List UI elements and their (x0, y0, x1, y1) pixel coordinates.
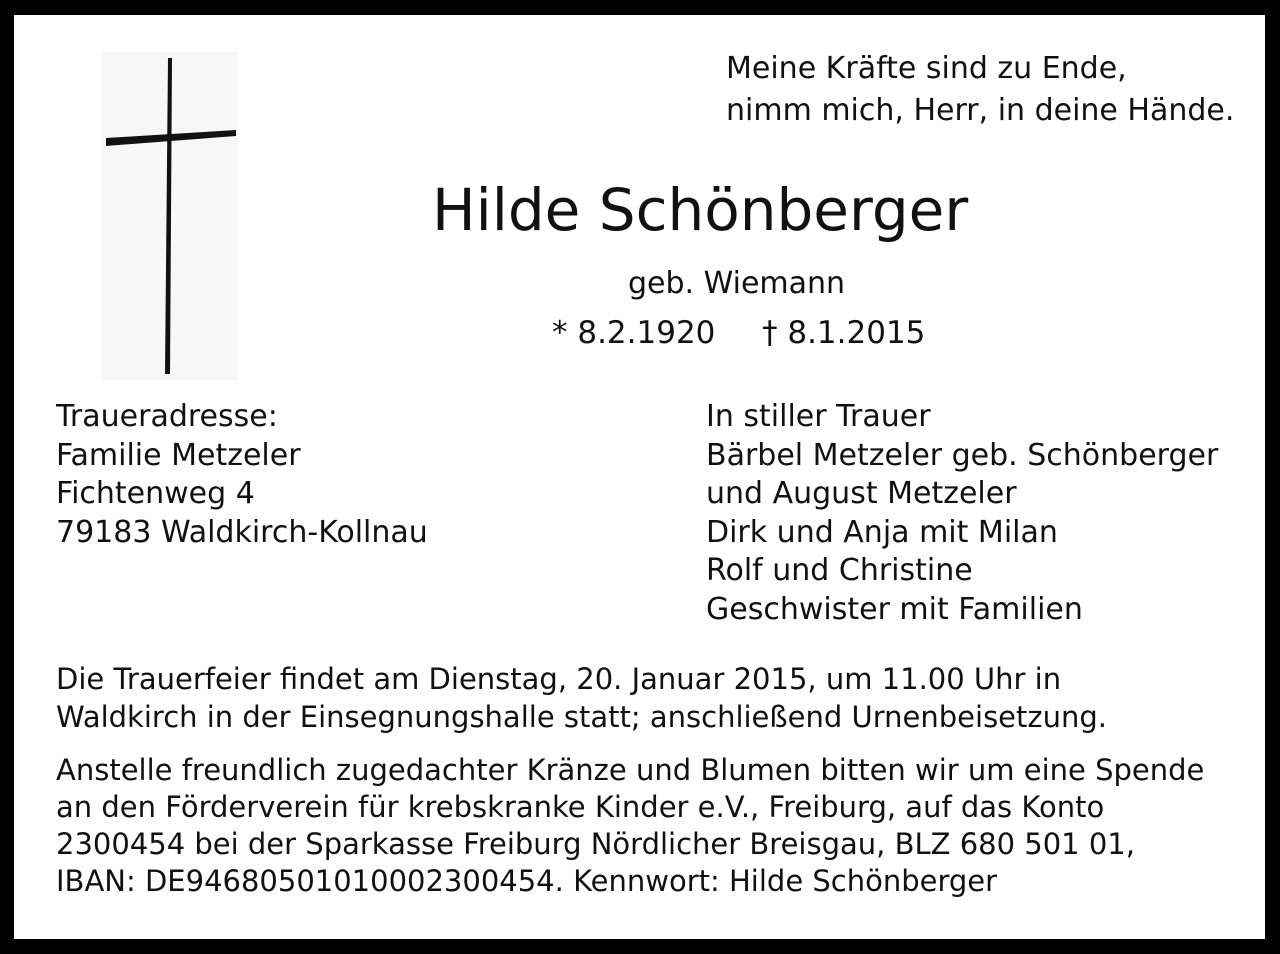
verse-line: nimm mich, Herr, in deine Hände. (726, 93, 1235, 128)
ceremony-line: Die Trauerfeier findet am Dienstag, 20. Januar 2015, um 11.00 Uhr in (56, 662, 1062, 696)
deceased-name: Hilde Schönberger (432, 176, 969, 244)
mourners-line: Rolf und Christine (706, 553, 973, 588)
donation-line: IBAN: DE94680501010002300454. Kennwort: Hilde Schönberger (56, 864, 998, 898)
maiden-name: geb. Wiemann (628, 266, 846, 301)
verse (726, 48, 1234, 132)
ceremony-info (56, 660, 1107, 736)
mourners-line: Dirk und Anja mit Milan (706, 514, 1058, 550)
address-line: Traueradresse: (56, 399, 278, 434)
donation-line: Anstelle freundlich zugedachter Kränze und Blumen bitten wir um eine Spende (56, 753, 1205, 787)
donation-line: 2300454 bei der Sparkasse Freiburg Nördlicher Breisgau, BLZ 680 501 01, (56, 827, 1135, 861)
mourning-address (56, 398, 428, 552)
address-line: Fichtenweg 4 (56, 476, 255, 511)
mourners-list (706, 398, 1218, 629)
mourners-line: In stiller Trauer (706, 399, 931, 434)
verse-line: Meine Kräfte sind zu Ende, (726, 51, 1127, 86)
mourners-line: Bärbel Metzeler geb. Schönberger (706, 437, 1219, 473)
ceremony-line: Waldkirch in der Einsegnungshalle statt; anschließend Urnenbeisetzung. (56, 700, 1107, 734)
address-line: Familie Metzeler (56, 437, 301, 473)
mourners-line: und August Metzeler (706, 476, 1017, 511)
donation-info (56, 752, 1204, 900)
address-line: 79183 Waldkirch-Kollnau (56, 514, 428, 550)
donation-line: an den Förderverein für krebskranke Kinder e.V., Freiburg, auf das Konto (56, 790, 1105, 824)
birth-date: * 8.2.1920 (552, 315, 716, 351)
death-date: † 8.1.2015 (762, 315, 926, 351)
mourners-line: Geschwister mit Familien (706, 591, 1083, 627)
cross-icon (102, 52, 238, 380)
